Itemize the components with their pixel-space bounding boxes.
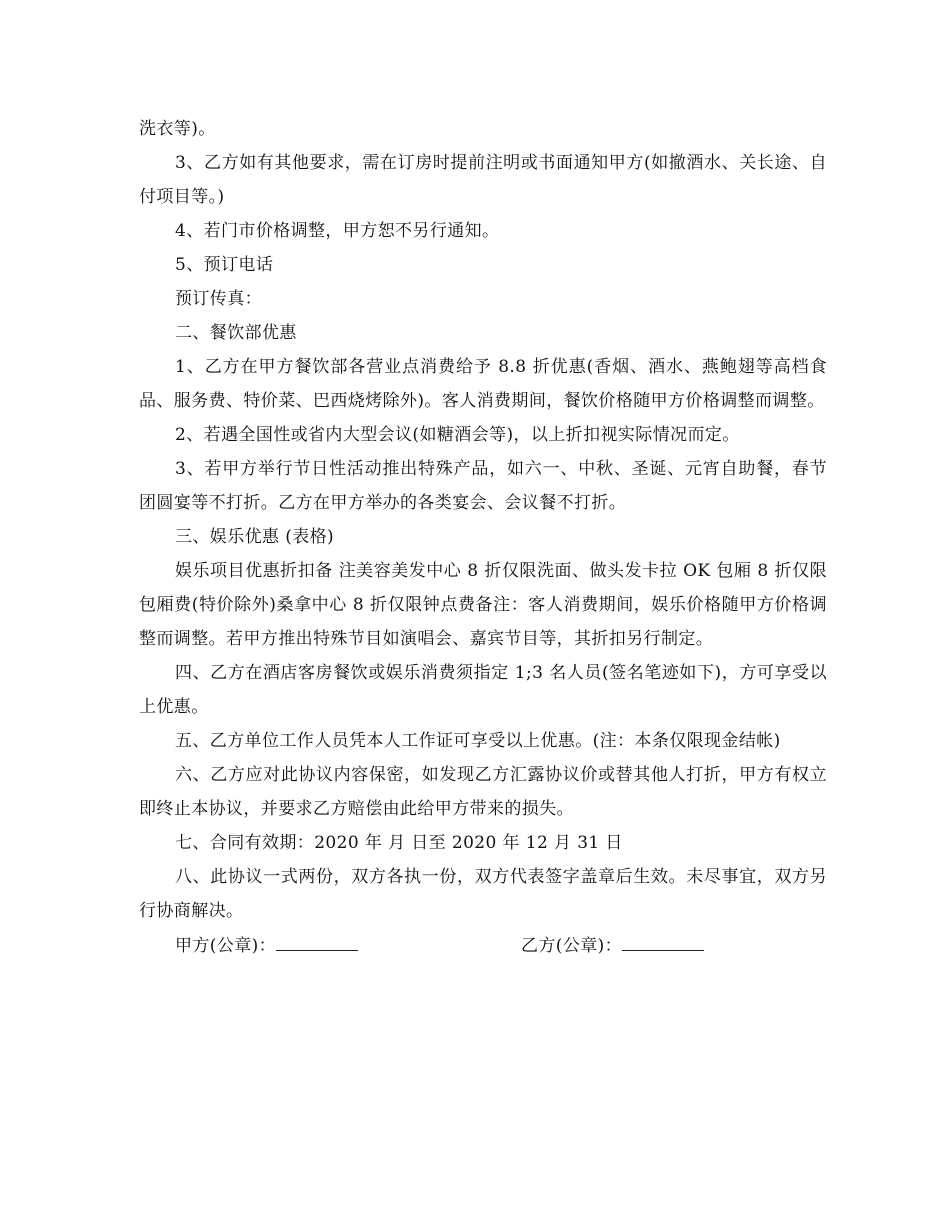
paragraph: 1、乙方在甲方餐饮部各营业点消费给予 8.8 折优惠(香烟、酒水、燕鲍翅等高档食品、服务费、特价菜、巴西烧烤除外)。客人消费期间，餐饮价格随甲方价格调整而调整。: [139, 357, 827, 411]
party-b-signature-line: [622, 928, 704, 951]
paragraph: 五、乙方单位工作人员凭本人工作证可享受以上优惠。(注：本条仅限现金结帐): [175, 731, 781, 751]
paragraph: 六、乙方应对此协议内容保密，如发现乙方汇露协议价或替其他人打折，甲方有权立即终止本协议，并要求乙方赔偿由此给甲方带来的损失。: [139, 765, 827, 819]
party-a-signature-line: [276, 928, 358, 951]
paragraph: 5、预订电话: [175, 255, 274, 275]
paragraph: 四、乙方在酒店客房餐饮或娱乐消费须指定 1;3 名人员(签名笔迹如下)，方可享受以上优惠。: [139, 663, 827, 717]
party-a-signature: [175, 928, 358, 963]
paragraph: 4、若门市价格调整，甲方恕不另行通知。: [175, 221, 500, 241]
paragraph: 2、若遇全国性或省内大型会议(如糖酒会等)，以上折扣视实际情况而定。: [175, 425, 740, 445]
paragraph: 3、乙方如有其他要求，需在订房时提前注明或书面通知甲方(如撤酒水、关长途、自付项目等。): [139, 153, 827, 207]
party-a-label: 甲方(公章)：: [175, 936, 277, 956]
party-b-label: 乙方(公章)：: [521, 936, 623, 956]
contract-validity: 七、合同有效期：2020 年 月 日至 2020 年 12 月 31 日: [175, 833, 623, 853]
paragraph: 洗衣等)。: [139, 119, 216, 139]
section-heading: 二、餐饮部优惠: [175, 323, 297, 343]
document-body: [139, 112, 827, 962]
section-heading: 三、娱乐优惠 (表格): [175, 527, 335, 547]
paragraph: 娱乐项目优惠折扣备 注美容美发中心 8 折仅限洗面、做头发卡拉 OK 包厢 8 折仅限包厢费(特价除外)桑拿中心 8 折仅限钟点费备注：客人消费期间，娱乐价格随甲方价格调整而调整。若甲方推出特殊节目如演唱会、嘉宾节目等，其折扣另行制定。: [139, 561, 827, 649]
party-b-signature: [521, 928, 704, 963]
paragraph: 预订传真：: [175, 289, 262, 309]
paragraph: 八、此协议一式两份，双方各执一份，双方代表签字盖章后生效。未尽事宜，双方另行协商解决。: [139, 867, 827, 921]
paragraph: 3、若甲方举行节日性活动推出特殊产品，如六一、中秋、圣诞、元宵自助餐，春节团圆宴等不打折。乙方在甲方举办的各类宴会、会议餐不打折。: [139, 459, 827, 513]
signature-row: [139, 928, 827, 962]
